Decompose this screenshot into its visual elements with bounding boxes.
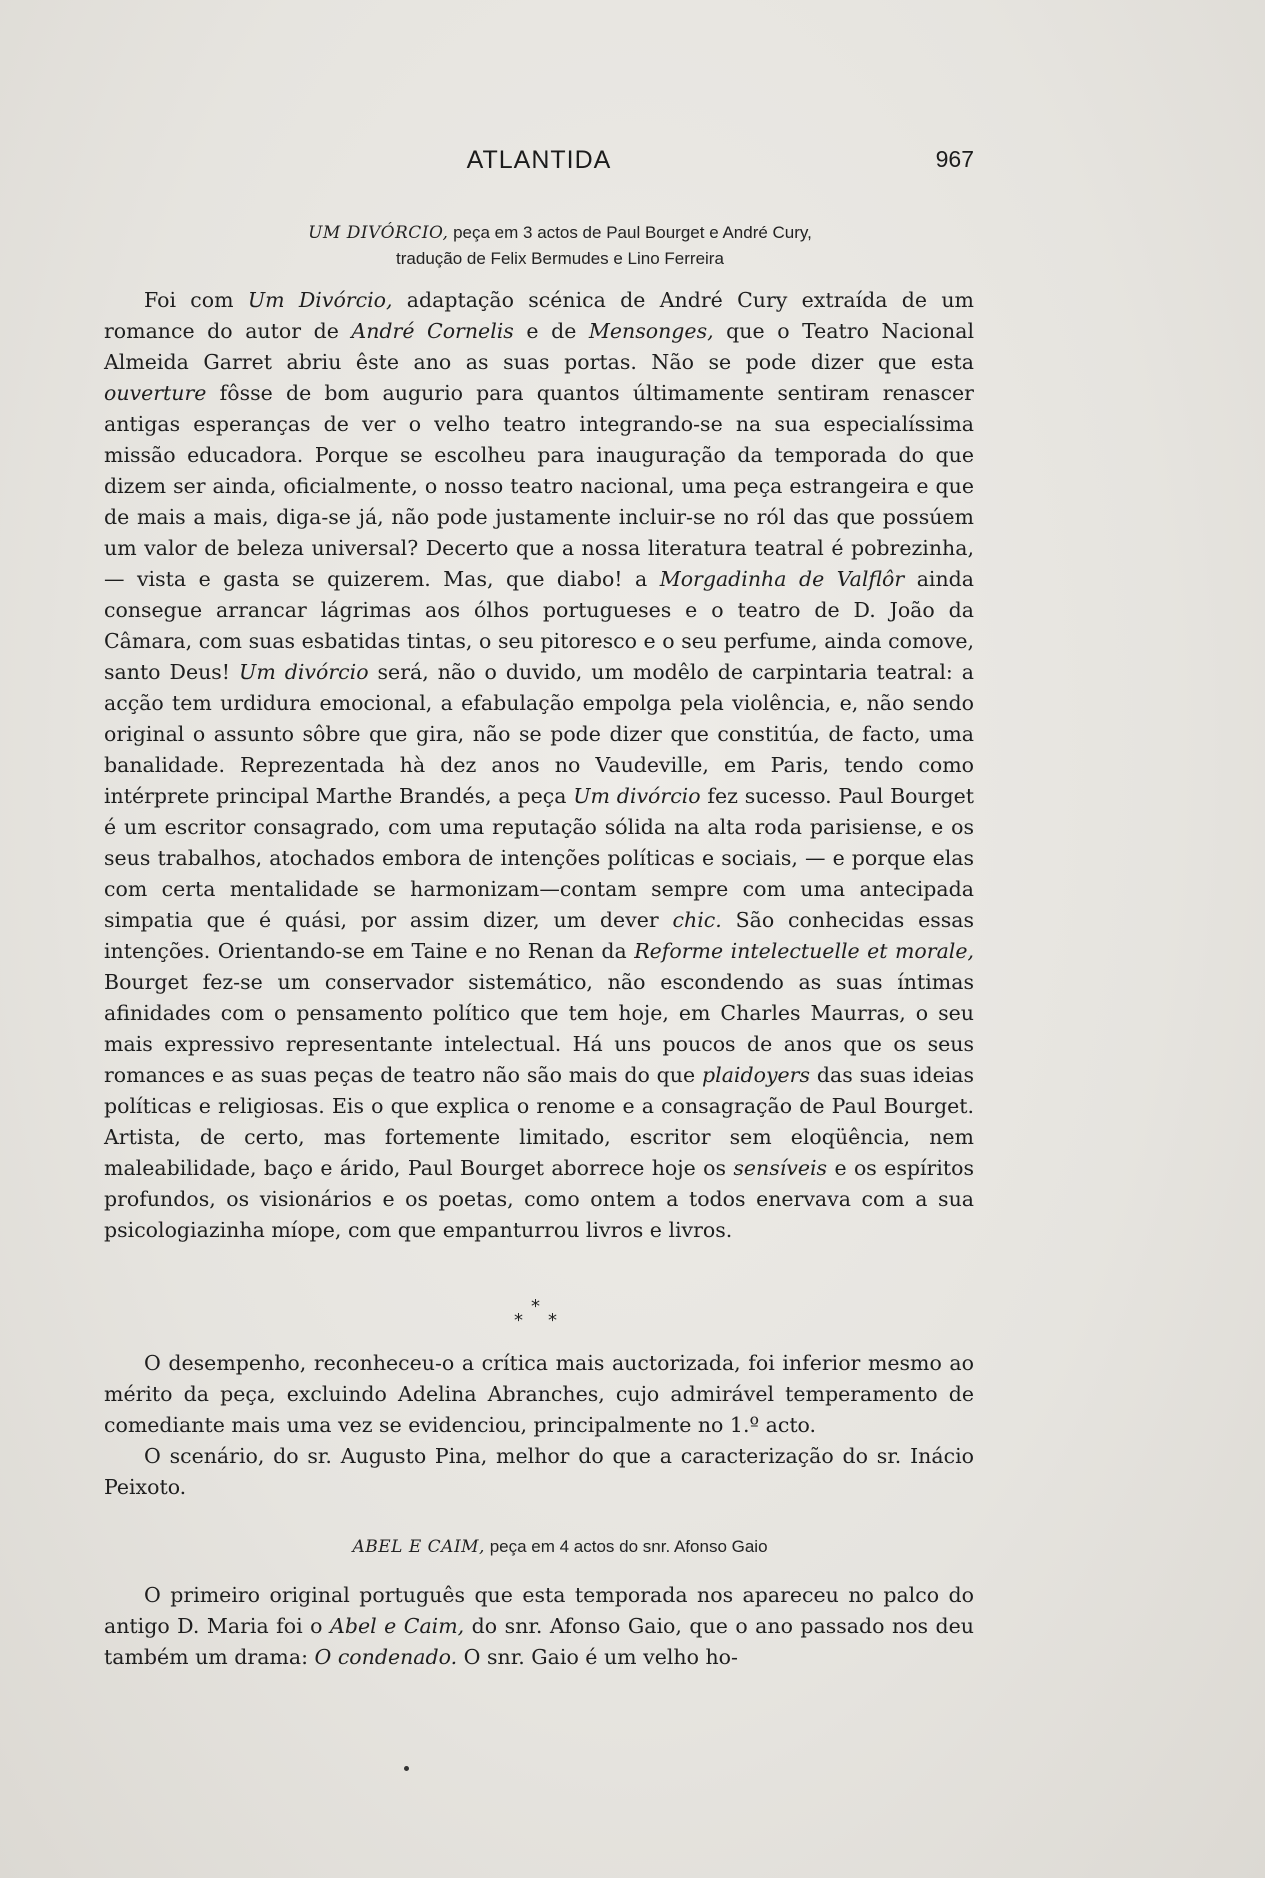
- italic-text-run: Um Divórcio,: [247, 288, 393, 312]
- text-run: O primeiro original português que esta temporada nos apareceu no palco do antigo D. Maria foi o: [104, 1583, 974, 1638]
- italic-text-run: André Cornelis: [351, 319, 514, 343]
- asterisk-glyph: *: [514, 1310, 523, 1331]
- text-run: que o Teatro Nacional Almeida Garret abriu êste ano as suas portas. Não se pode dizer que esta: [104, 319, 975, 374]
- text-run: São conhecidas essas intenções. Orientando-se em Taine e no Renan da: [104, 908, 974, 963]
- italic-text-run: Abel e Caim,: [330, 1614, 465, 1638]
- text-run: das suas ideias políticas e religiosas. Eis o que explica o renome e a consagração de Paul Bourget. Artista, de certo, mas fortemente limitado, escritor sem eloqüência, nem maleabilidade, baço e árido, Paul Bourget aborrece hoje os: [104, 1063, 975, 1180]
- section-separator: [500, 1296, 580, 1330]
- paragraph: [104, 285, 974, 1246]
- section-heading-um-divorcio: [140, 220, 980, 271]
- paragraph: [104, 1580, 974, 1673]
- play-title: UM DIVÓRCIO,: [308, 223, 449, 243]
- journal-title: ATLANTIDA: [466, 146, 612, 174]
- text-run: e de: [513, 319, 589, 343]
- section-heading-abel-e-caim: [190, 1534, 930, 1560]
- text-run: e os espíritos profundos, os visionários e os poetas, como ontem a todos enervava com a sua psicologiazinha míope, com que empanturrou livros e livros.: [104, 1156, 974, 1242]
- text-run: do snr. Afonso Gaio, que o ano passado nos deu também um drama:: [104, 1614, 975, 1669]
- play-description: peça em 3 actos de Paul Bourget e André Cury,: [448, 223, 812, 242]
- text-run: Foi com: [144, 288, 248, 312]
- body-text-section2: [104, 1580, 974, 1673]
- text-run: O snr. Gaio é um velho ho-: [457, 1645, 738, 1669]
- text-run: adaptação scénica de André Cury extraída de um romance do autor de: [104, 288, 974, 343]
- text-run: será, não o duvido, um modêlo de carpintaria teatral: a acção tem urdidura emocional, a efabulação empolga pela violência, e, não sendo original o assunto sôbre que gira, não se pode dizer que constitúa, de facto, uma banalidade. Reprezentada hà dez anos no Vaudeville, em Paris, tendo como intérprete principal Marthe Brandés, a peça: [104, 660, 975, 808]
- asterisk-glyph: *: [531, 1296, 540, 1317]
- paragraph: O scenário, do sr. Augusto Pina, melhor do que a caracterização do sr. Inácio Peixoto.: [104, 1444, 974, 1499]
- text-run: ainda consegue arrancar lágrimas aos ólhos portugueses e o teatro de D. João da Câmara, com suas esbatidas tintas, o seu pitoresco e o seu perfume, ainda comove, santo Deus!: [104, 567, 975, 684]
- section-heading-line1: [140, 220, 980, 246]
- italic-text-run: chic.: [672, 908, 722, 932]
- italic-text-run: Reforme intelectuelle et morale,: [634, 939, 974, 963]
- text-run: fôsse de bom augurio para quantos últimamente sentiram renascer antigas esperanças de ver o velho teatro integrando-se na sua especialíssima missão educadora. Porque se escolheu para inauguração da temporada do que dizem ser ainda, oficialmente, o nosso teatro nacional, uma peça estrangeira e que de mais a mais, diga-se já, não pode justamente incluir-se no ról das que possúem um valor de beleza universal? Decerto que a nossa literatura teatral é pobrezinha, — vista e gasta se quizerem. Mas, que diabo! a: [104, 381, 974, 591]
- paragraph: O desempenho, reconheceu-o a crítica mais auctorizada, foi inferior mesmo ao mérito da peça, excluindo Adelina Abranches, cujo admirável temperamento de comediante mais uma vez se evidenciou, principalmente no 1.º acto.: [104, 1351, 974, 1437]
- asterisk-glyph: *: [548, 1310, 557, 1331]
- play-title: ABEL E CAIM,: [352, 1537, 485, 1557]
- text-run: Bourget fez-se um conservador sistemático, não escondendo as suas íntimas afinidades com o pensamento político que tem hoje, em Charles Maurras, o seu mais expressivo representante intelectual. Há uns poucos de anos que os seus romances e as suas peças de teatro não são mais do que: [104, 970, 974, 1087]
- section-heading-line1: [190, 1534, 930, 1560]
- text-run: fez sucesso. Paul Bourget é um escritor consagrado, com uma reputação sólida na alta roda parisiense, e os seus trabalhos, atochados embora de intenções políticas e sociais, — e porque elas com certa mentalidade se harmonizam—contam sempre com uma antecipada simpatia que é quási, por assim dizer, um dever: [104, 784, 975, 932]
- italic-text-run: Um divórcio: [239, 660, 369, 684]
- italic-text-run: O condenado.: [314, 1645, 458, 1669]
- italic-text-run: Mensonges,: [588, 319, 714, 343]
- page-number: 967: [935, 146, 974, 172]
- italic-text-run: Morgadinha de Valflôr: [659, 567, 905, 591]
- print-speck: [404, 1766, 409, 1771]
- italic-text-run: plaidoyers: [702, 1063, 810, 1087]
- italic-text-run: sensíveis: [733, 1156, 828, 1180]
- running-header: [104, 146, 974, 186]
- section-heading-line2: tradução de Felix Bermudes e Lino Ferreira: [396, 249, 724, 268]
- body-text-section1: [104, 285, 974, 1246]
- italic-text-run: Um divórcio: [573, 784, 701, 808]
- italic-text-run: ouverture: [104, 381, 207, 405]
- play-description: peça em 4 actos do snr. Afonso Gaio: [484, 1537, 768, 1556]
- body-text-section1-continued: [104, 1348, 974, 1503]
